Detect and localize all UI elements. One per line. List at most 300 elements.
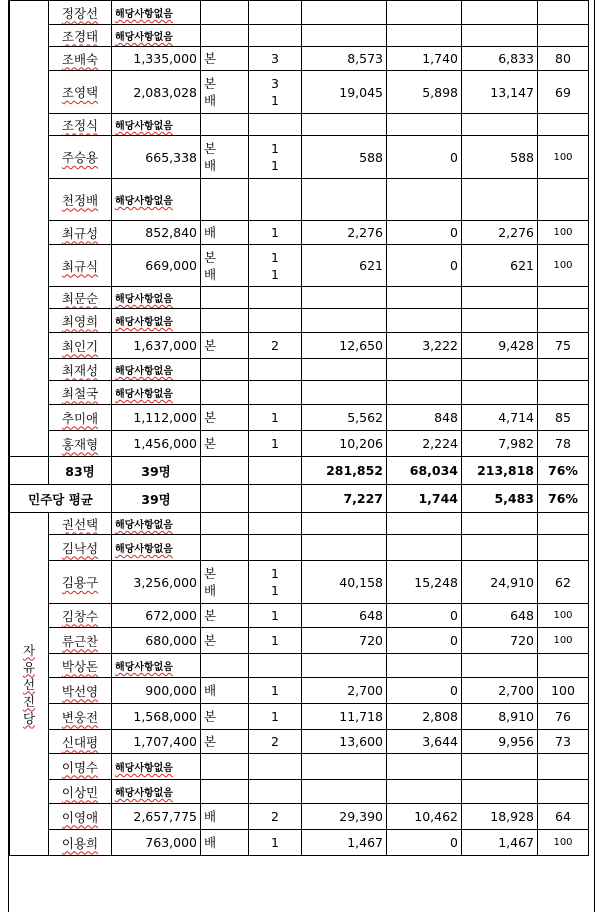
table-row	[10, 287, 589, 309]
relation-item: 본	[204, 436, 217, 451]
member-name	[49, 359, 112, 381]
total-value: 588	[302, 136, 387, 179]
total-value: 2,276	[302, 221, 387, 245]
deduct-value: 0	[387, 678, 462, 704]
deduct-value: 3,644	[387, 730, 462, 754]
net-value	[462, 1, 538, 25]
net-value	[462, 654, 538, 678]
count	[249, 513, 302, 535]
net-value	[462, 25, 538, 47]
total-value: 12,650	[302, 333, 387, 359]
count	[249, 221, 302, 245]
asset-value: 1,637,000	[112, 333, 201, 359]
relation	[201, 25, 249, 47]
count-item: 1	[271, 566, 279, 581]
member-name-text: 최규성	[61, 225, 99, 241]
relation-item: 본	[204, 338, 217, 353]
count	[249, 754, 302, 780]
member-name	[49, 513, 112, 535]
percent-value	[538, 359, 589, 381]
no-data-note	[112, 114, 201, 136]
table-row	[10, 309, 589, 333]
table-row	[10, 535, 589, 561]
percent-value: 100	[538, 221, 589, 245]
relation	[201, 179, 249, 221]
count	[249, 1, 302, 25]
percent-value: 64	[538, 804, 589, 830]
relation	[201, 359, 249, 381]
member-name-text: 최규식	[61, 258, 99, 274]
member-name	[49, 47, 112, 71]
deduct-value	[387, 754, 462, 780]
member-name	[49, 405, 112, 431]
table-row	[10, 654, 589, 678]
table-row	[10, 179, 589, 221]
member-name	[49, 221, 112, 245]
relation-item: 본	[204, 141, 217, 156]
member-name-text: 박선영	[61, 683, 99, 699]
member-name	[49, 333, 112, 359]
net-value: 8,910	[462, 704, 538, 730]
no-data-text: 해당사항없음	[115, 196, 173, 207]
count	[249, 179, 302, 221]
total-value: 40,158	[302, 561, 387, 604]
net-value	[462, 359, 538, 381]
net-value	[462, 780, 538, 804]
member-name	[49, 535, 112, 561]
total-value: 1,467	[302, 830, 387, 856]
member-name	[49, 25, 112, 47]
no-data-text: 해당사항없음	[115, 520, 173, 531]
member-name-text: 이상민	[61, 784, 99, 800]
count	[249, 604, 302, 628]
subtotal-deduct: 68,034	[387, 457, 462, 485]
member-name-text: 김용구	[61, 575, 99, 590]
total-value: 621	[302, 245, 387, 287]
table-row	[10, 381, 589, 405]
percent-value: 100	[538, 678, 589, 704]
table-row	[10, 830, 589, 856]
count	[249, 114, 302, 136]
deduct-value	[387, 381, 462, 405]
count	[249, 287, 302, 309]
total-value: 8,573	[302, 47, 387, 71]
percent-value	[538, 381, 589, 405]
relation	[201, 780, 249, 804]
relation	[201, 535, 249, 561]
average-total: 7,227	[302, 485, 387, 513]
net-value: 1,467	[462, 830, 538, 856]
member-name	[49, 561, 112, 604]
relation	[201, 333, 249, 359]
member-name	[49, 628, 112, 654]
asset-value: 1,456,000	[112, 431, 201, 457]
asset-value: 1,707,400	[112, 730, 201, 754]
no-data-note	[112, 287, 201, 309]
party-name-char-text: 유	[22, 659, 36, 675]
total-value: 2,700	[302, 678, 387, 704]
relation	[201, 754, 249, 780]
party-name-char-text: 진	[22, 693, 36, 709]
count	[249, 25, 302, 47]
no-data-note	[112, 381, 201, 405]
member-name-text: 류근찬	[61, 633, 99, 649]
deduct-value: 0	[387, 245, 462, 287]
member-name-text: 홍재형	[61, 436, 99, 452]
relation	[201, 309, 249, 333]
net-value: 6,833	[462, 47, 538, 71]
table-row	[10, 245, 589, 287]
count-item: 1	[271, 683, 279, 698]
total-value: 5,562	[302, 405, 387, 431]
table-row	[10, 221, 589, 245]
count-item: 1	[271, 141, 279, 156]
total-value	[302, 535, 387, 561]
member-name-text: 최철국	[61, 385, 99, 401]
total-value: 11,718	[302, 704, 387, 730]
count-item: 2	[271, 734, 279, 749]
net-value: 9,428	[462, 333, 538, 359]
subtotal-count: 39명	[112, 457, 201, 485]
table-row	[10, 25, 589, 47]
subtotal-row	[10, 457, 589, 485]
net-value: 13,147	[462, 71, 538, 114]
percent-value: 75	[538, 333, 589, 359]
member-name-text: 변웅전	[61, 709, 99, 725]
deduct-value: 0	[387, 830, 462, 856]
page-edge-right	[594, 0, 595, 912]
member-name	[49, 804, 112, 830]
relation-item: 본	[204, 76, 217, 91]
relation	[201, 704, 249, 730]
deduct-value	[387, 309, 462, 333]
percent-value	[538, 535, 589, 561]
no-data-text: 해당사항없음	[115, 389, 173, 400]
percent-value: 100	[538, 604, 589, 628]
count-item: 2	[271, 338, 279, 353]
member-name-text: 권선택	[61, 516, 99, 532]
deduct-value	[387, 780, 462, 804]
count-item: 1	[271, 633, 279, 648]
relation-item: 본	[204, 566, 217, 581]
table-row	[10, 71, 589, 114]
count	[249, 431, 302, 457]
total-value	[302, 309, 387, 333]
member-name-text: 조정식	[61, 117, 99, 133]
table-row	[10, 730, 589, 754]
net-value: 18,928	[462, 804, 538, 830]
average-count: 39명	[112, 485, 201, 513]
count-item: 1	[271, 225, 279, 240]
net-value: 24,910	[462, 561, 538, 604]
member-name-text: 최영희	[61, 313, 99, 329]
net-value	[462, 381, 538, 405]
net-value	[462, 287, 538, 309]
no-data-text: 해당사항없음	[115, 662, 173, 673]
count	[249, 654, 302, 678]
count-item: 1	[271, 436, 279, 451]
count	[249, 333, 302, 359]
relation	[201, 678, 249, 704]
member-name	[49, 309, 112, 333]
member-name-text: 김창수	[61, 608, 99, 624]
count	[249, 136, 302, 179]
total-value	[302, 1, 387, 25]
deduct-value: 848	[387, 405, 462, 431]
table-row	[10, 628, 589, 654]
percent-value: 100	[538, 136, 589, 179]
member-name-text: 주승용	[61, 150, 99, 165]
subtotal-pct: 76%	[538, 457, 589, 485]
relation-item: 본	[204, 410, 217, 425]
relation	[201, 561, 249, 604]
percent-value	[538, 287, 589, 309]
deduct-value: 0	[387, 604, 462, 628]
deduct-value	[387, 535, 462, 561]
deduct-value: 2,808	[387, 704, 462, 730]
relation	[201, 628, 249, 654]
relation-item: 본	[204, 249, 217, 265]
percent-value	[538, 654, 589, 678]
table-row	[10, 678, 589, 704]
relation	[201, 71, 249, 114]
member-name	[49, 287, 112, 309]
percent-value	[538, 780, 589, 804]
party-name-cell	[10, 513, 49, 856]
percent-value	[538, 754, 589, 780]
member-name-text: 이영애	[61, 809, 99, 825]
deduct-value: 3,222	[387, 333, 462, 359]
no-data-note	[112, 359, 201, 381]
total-value	[302, 25, 387, 47]
asset-value: 2,657,775	[112, 804, 201, 830]
relation-item: 배	[204, 809, 217, 824]
member-name-text: 정장선	[61, 5, 99, 21]
count-item: 1	[271, 709, 279, 724]
deduct-value: 0	[387, 628, 462, 654]
no-data-text: 해당사항없음	[115, 544, 173, 555]
count	[249, 678, 302, 704]
count-item: 3	[271, 76, 279, 91]
no-data-note	[112, 309, 201, 333]
member-name	[49, 114, 112, 136]
count-item: 1	[271, 835, 279, 850]
member-name	[49, 71, 112, 114]
deduct-value	[387, 287, 462, 309]
count-item: 1	[271, 410, 279, 425]
total-value: 13,600	[302, 730, 387, 754]
relation-item: 본	[204, 51, 217, 66]
member-name	[49, 431, 112, 457]
party-name-char	[13, 659, 45, 676]
deduct-value: 10,462	[387, 804, 462, 830]
relation	[201, 47, 249, 71]
asset-value: 763,000	[112, 830, 201, 856]
percent-value	[538, 309, 589, 333]
no-data-note	[112, 179, 201, 221]
average-row	[10, 485, 589, 513]
asset-value: 1,568,000	[112, 704, 201, 730]
relation	[201, 405, 249, 431]
party-cell-upper	[10, 1, 49, 457]
subtotal-total: 281,852	[302, 457, 387, 485]
relation-item: 배	[204, 158, 217, 173]
net-value: 588	[462, 136, 538, 179]
net-value: 2,700	[462, 678, 538, 704]
deduct-value: 2,224	[387, 431, 462, 457]
relation	[201, 730, 249, 754]
relation	[201, 287, 249, 309]
total-value	[302, 654, 387, 678]
total-value	[302, 114, 387, 136]
no-data-note	[112, 513, 201, 535]
total-value	[302, 179, 387, 221]
disclosure-table	[9, 0, 589, 856]
member-name-text: 천정배	[61, 192, 99, 208]
count	[249, 405, 302, 431]
total-value: 720	[302, 628, 387, 654]
relation	[201, 830, 249, 856]
average-empty-1	[201, 485, 249, 513]
net-value	[462, 114, 538, 136]
relation-item: 배	[204, 835, 217, 850]
deduct-value	[387, 114, 462, 136]
member-name-text: 조경태	[61, 28, 99, 44]
deduct-value: 1,740	[387, 47, 462, 71]
table-row	[10, 704, 589, 730]
percent-value: 85	[538, 405, 589, 431]
asset-value: 665,338	[112, 136, 201, 179]
relation	[201, 221, 249, 245]
relation	[201, 604, 249, 628]
no-data-note	[112, 654, 201, 678]
relation-item: 배	[204, 683, 217, 698]
no-data-text: 해당사항없음	[115, 9, 173, 20]
total-value	[302, 287, 387, 309]
member-name	[49, 179, 112, 221]
member-name	[49, 1, 112, 25]
percent-value: 62	[538, 561, 589, 604]
party-name-char	[13, 693, 45, 710]
member-name	[49, 754, 112, 780]
count	[249, 780, 302, 804]
asset-value: 672,000	[112, 604, 201, 628]
relation-item: 본	[204, 709, 217, 724]
table-row	[10, 359, 589, 381]
table-row	[10, 754, 589, 780]
count-item: 1	[271, 266, 279, 282]
count	[249, 359, 302, 381]
member-name	[49, 730, 112, 754]
table-row	[10, 561, 589, 604]
relation	[201, 654, 249, 678]
member-name	[49, 654, 112, 678]
subtotal-empty-1	[201, 457, 249, 485]
percent-value: 69	[538, 71, 589, 114]
percent-value: 73	[538, 730, 589, 754]
total-value	[302, 359, 387, 381]
count-item: 1	[271, 249, 279, 265]
no-data-note	[112, 780, 201, 804]
percent-value: 100	[538, 628, 589, 654]
member-name-text: 신대평	[61, 734, 99, 750]
member-name-text: 김낙성	[61, 540, 99, 556]
table-row	[10, 333, 589, 359]
count	[249, 628, 302, 654]
count	[249, 71, 302, 114]
count	[249, 830, 302, 856]
member-name-text: 조배숙	[61, 51, 99, 67]
count-item: 2	[271, 809, 279, 824]
party-name-char-text: 선	[22, 676, 36, 692]
count	[249, 245, 302, 287]
net-value: 621	[462, 245, 538, 287]
relation	[201, 1, 249, 25]
relation-item: 본	[204, 633, 217, 648]
net-value: 648	[462, 604, 538, 628]
deduct-value	[387, 25, 462, 47]
no-data-note	[112, 754, 201, 780]
net-value: 720	[462, 628, 538, 654]
percent-value: 100	[538, 245, 589, 287]
total-value: 10,206	[302, 431, 387, 457]
count-item: 1	[271, 93, 279, 108]
count	[249, 47, 302, 71]
asset-value: 669,000	[112, 245, 201, 287]
member-name	[49, 381, 112, 405]
total-value: 648	[302, 604, 387, 628]
count-item: 3	[271, 51, 279, 66]
subtotal-members: 83명	[49, 457, 112, 485]
percent-value	[538, 25, 589, 47]
percent-value	[538, 513, 589, 535]
count	[249, 704, 302, 730]
table-row	[10, 804, 589, 830]
member-name	[49, 245, 112, 287]
count	[249, 730, 302, 754]
count	[249, 535, 302, 561]
party-name-char	[13, 710, 45, 727]
relation-item: 본	[204, 608, 217, 623]
member-name-text: 최재성	[61, 362, 99, 378]
relation-item: 본	[204, 734, 217, 749]
member-name	[49, 136, 112, 179]
net-value	[462, 513, 538, 535]
percent-value: 76	[538, 704, 589, 730]
table-row	[10, 47, 589, 71]
total-value: 29,390	[302, 804, 387, 830]
count	[249, 381, 302, 405]
percent-value	[538, 1, 589, 25]
no-data-text: 해당사항없음	[115, 788, 173, 799]
deduct-value	[387, 359, 462, 381]
net-value: 4,714	[462, 405, 538, 431]
count	[249, 309, 302, 333]
table-row	[10, 780, 589, 804]
no-data-text: 해당사항없음	[115, 121, 173, 132]
total-value	[302, 513, 387, 535]
relation-item: 배	[204, 225, 217, 240]
subtotal-empty-2	[249, 457, 302, 485]
average-label: 민주당 평균	[10, 485, 112, 513]
count-item: 1	[271, 608, 279, 623]
party-name-char	[13, 676, 45, 693]
party-name-char-text: 자	[22, 642, 36, 658]
member-name-text: 조영택	[61, 85, 99, 100]
asset-value: 1,112,000	[112, 405, 201, 431]
relation-item: 배	[204, 266, 217, 282]
asset-value: 900,000	[112, 678, 201, 704]
